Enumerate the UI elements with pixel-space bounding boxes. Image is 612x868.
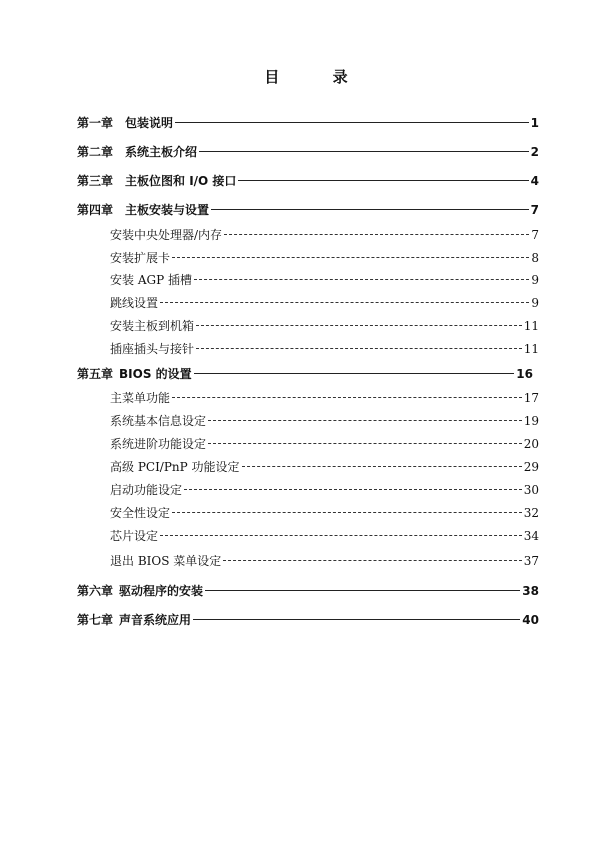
entry-page: 20 bbox=[523, 437, 539, 451]
toc-entry-chapter-3 bbox=[77, 172, 539, 190]
entry-page: 9 bbox=[531, 296, 539, 310]
entry-page: 7 bbox=[531, 228, 539, 242]
entry-page: 11 bbox=[523, 342, 539, 356]
toc-entry-section bbox=[110, 340, 539, 358]
entry-label: 声音系统应用 bbox=[119, 613, 192, 627]
entry-label: 跳线设置 bbox=[110, 296, 159, 310]
toc-entry-chapter-2 bbox=[77, 143, 539, 161]
dot-leader bbox=[199, 151, 529, 152]
entry-label: 安全性设定 bbox=[110, 506, 171, 520]
entry-label: 插座插头与接针 bbox=[110, 342, 195, 356]
entry-label: BIOS 的设置 bbox=[119, 367, 192, 381]
toc-entry-section bbox=[110, 294, 539, 312]
dot-leader bbox=[160, 535, 522, 536]
entry-label: 安装扩展卡 bbox=[110, 251, 171, 265]
entry-page: 7 bbox=[530, 203, 539, 217]
entry-page: 37 bbox=[523, 554, 539, 568]
entry-page: 40 bbox=[522, 613, 539, 627]
entry-label: 系统主板介绍 bbox=[125, 145, 198, 159]
chapter-number: 第六章 bbox=[77, 584, 114, 598]
toc-entry-chapter-7 bbox=[77, 611, 539, 629]
toc-entry-section bbox=[110, 504, 539, 522]
dot-leader bbox=[238, 180, 528, 181]
toc-entry-section bbox=[110, 317, 539, 335]
entry-label: 包装说明 bbox=[125, 116, 174, 130]
dot-leader bbox=[160, 302, 529, 303]
entry-label: 芯片设定 bbox=[110, 529, 159, 543]
dot-leader bbox=[223, 560, 521, 561]
entry-page: 8 bbox=[531, 251, 539, 265]
chapter-number: 第一章 bbox=[77, 116, 114, 130]
dot-leader bbox=[205, 590, 520, 591]
entry-label: 启动功能设定 bbox=[110, 483, 183, 497]
toc-entry-section bbox=[110, 481, 539, 499]
entry-label: 系统进阶功能设定 bbox=[110, 437, 207, 451]
entry-page: 34 bbox=[523, 529, 539, 543]
toc-entry-section bbox=[110, 271, 539, 289]
toc-entry-section bbox=[110, 552, 539, 570]
toc-entry-chapter-4 bbox=[77, 201, 539, 219]
entry-page: 1 bbox=[530, 116, 539, 130]
entry-page: 2 bbox=[530, 145, 539, 159]
toc-entry-section bbox=[110, 527, 539, 545]
entry-label: 退出 BIOS 菜单设定 bbox=[110, 554, 222, 568]
dot-leader bbox=[211, 209, 529, 210]
toc-entry-chapter-1 bbox=[77, 114, 539, 132]
toc-entry-chapter-5 bbox=[77, 365, 533, 383]
toc-entry-section bbox=[110, 458, 539, 476]
entry-label: 主菜单功能 bbox=[110, 391, 171, 405]
dot-leader bbox=[242, 466, 522, 467]
dot-leader bbox=[208, 443, 522, 444]
page-title: 目 录 bbox=[264, 68, 372, 86]
entry-page: 38 bbox=[522, 584, 539, 598]
entry-label: 主板安装与设置 bbox=[125, 203, 210, 217]
entry-label: 系统基本信息设定 bbox=[110, 414, 207, 428]
dot-leader bbox=[172, 512, 522, 513]
entry-page: 32 bbox=[523, 506, 539, 520]
dot-leader bbox=[196, 325, 522, 326]
entry-page: 30 bbox=[523, 483, 539, 497]
toc-entry-section bbox=[110, 389, 539, 407]
dot-leader bbox=[193, 619, 520, 620]
toc-entry-section bbox=[110, 412, 539, 430]
dot-leader bbox=[184, 489, 522, 490]
entry-label: 驱动程序的安装 bbox=[119, 584, 204, 598]
dot-leader bbox=[196, 348, 522, 349]
chapter-number: 第二章 bbox=[77, 145, 114, 159]
toc-entry-section bbox=[110, 226, 539, 244]
entry-page: 19 bbox=[523, 414, 539, 428]
entry-page: 16 bbox=[516, 367, 533, 381]
chapter-number: 第三章 bbox=[77, 174, 114, 188]
dot-leader bbox=[172, 257, 529, 258]
entry-label: 主板位图和 I/O 接口 bbox=[125, 174, 237, 188]
entry-page: 4 bbox=[530, 174, 539, 188]
dot-leader bbox=[208, 420, 522, 421]
chapter-number: 第五章 bbox=[77, 367, 114, 381]
entry-label: 安装中央处理器/内存 bbox=[110, 228, 223, 242]
entry-label: 安装 AGP 插槽 bbox=[110, 273, 192, 287]
toc-entry-section bbox=[110, 249, 539, 267]
entry-page: 11 bbox=[523, 319, 539, 333]
dot-leader bbox=[172, 397, 522, 398]
entry-page: 9 bbox=[531, 273, 539, 287]
chapter-number: 第七章 bbox=[77, 613, 114, 627]
dot-leader bbox=[175, 122, 529, 123]
chapter-number: 第四章 bbox=[77, 203, 114, 217]
entry-page: 17 bbox=[523, 391, 539, 405]
entry-label: 高级 PCI/PnP 功能设定 bbox=[110, 460, 240, 474]
entry-page: 29 bbox=[523, 460, 539, 474]
dot-leader bbox=[194, 279, 529, 280]
entry-label: 安装主板到机箱 bbox=[110, 319, 195, 333]
dot-leader bbox=[194, 373, 515, 374]
dot-leader bbox=[224, 234, 529, 235]
toc-entry-section bbox=[110, 435, 539, 453]
toc-entry-chapter-6 bbox=[77, 582, 539, 600]
